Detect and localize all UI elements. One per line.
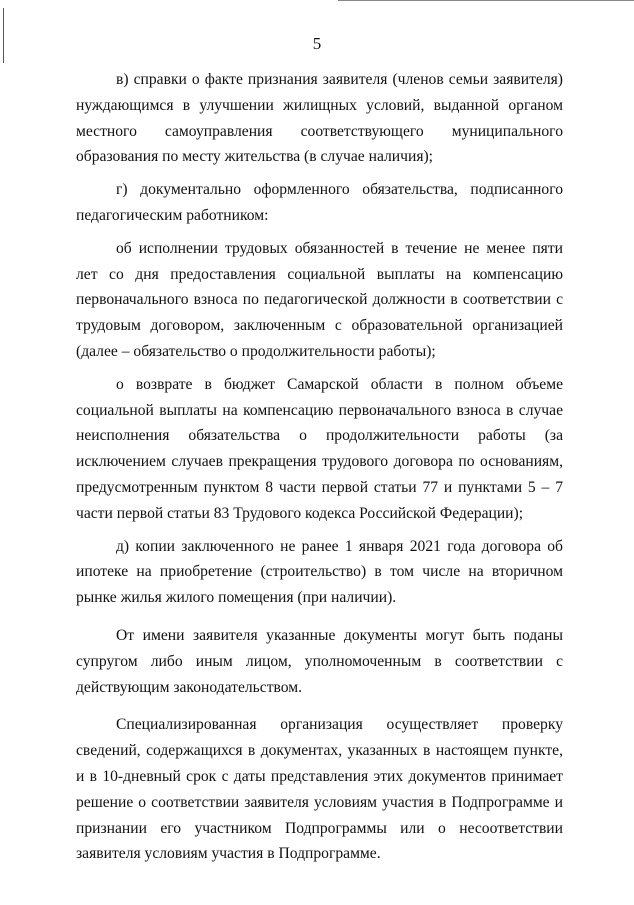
- paragraph-work-obligation: об исполнении трудовых обязанностей в течение не менее пяти лет со дня предоставления социальной выплаты на компенсацию первоначального взноса по педагогической должности в соответствии с трудовым договором, заключенным с образовательной организацией (далее – обязательство о продолжительности работы);: [76, 239, 563, 360]
- page-number: 5: [312, 34, 322, 53]
- paragraph-verification: Специализированная организация осуществляет проверку сведений, содержащихся в документах, указанных в настоящем пункте, и в 10-дневный срок с даты представления этих документов принимает решение о соответствии заявителя условиям участия в Подпрограмме и признании его участником Подпрограммы или о несоответствии заявителя условиям участия в Подпрограмме.: [76, 716, 563, 863]
- paragraph-item-g: г) документально оформленного обязательства, подписанного педагогическим работником:: [76, 181, 563, 224]
- scan-edge-top: [338, 0, 634, 1]
- paragraph-submission: От имени заявителя указанные документы могут быть поданы супругом либо иным лицом, уполномоченным в соответствии с действующим законодательством.: [76, 626, 563, 696]
- paragraph-item-v: в) справки о факте признания заявителя (членов семьи заявителя) нуждающимся в улучшении жилищных условий, выданной органом местного самоуправления соответствующего муниципального образования по месту жительства (в случае наличия);: [76, 71, 563, 166]
- paragraph-refund-obligation: о возврате в бюджет Самарской области в полном объеме социальной выплаты на компенсацию первоначального взноса в случае неисполнения обязательства о продолжительности работы (за исключением случаев прекращения трудового договора по основаниям, предусмотренным пунктом 8 части первой статьи 77 и пунктами 5 – 7 части первой статьи 83 Трудового кодекса Российской Федерации);: [76, 375, 563, 522]
- document-body: [76, 67, 563, 867]
- paragraph-item-d: д) копии заключенного не ранее 1 января 2021 года договора об ипотеке на приобретение (строительство) в том числе на вторичном рынке жилья жилого помещения (при наличии).: [76, 537, 563, 607]
